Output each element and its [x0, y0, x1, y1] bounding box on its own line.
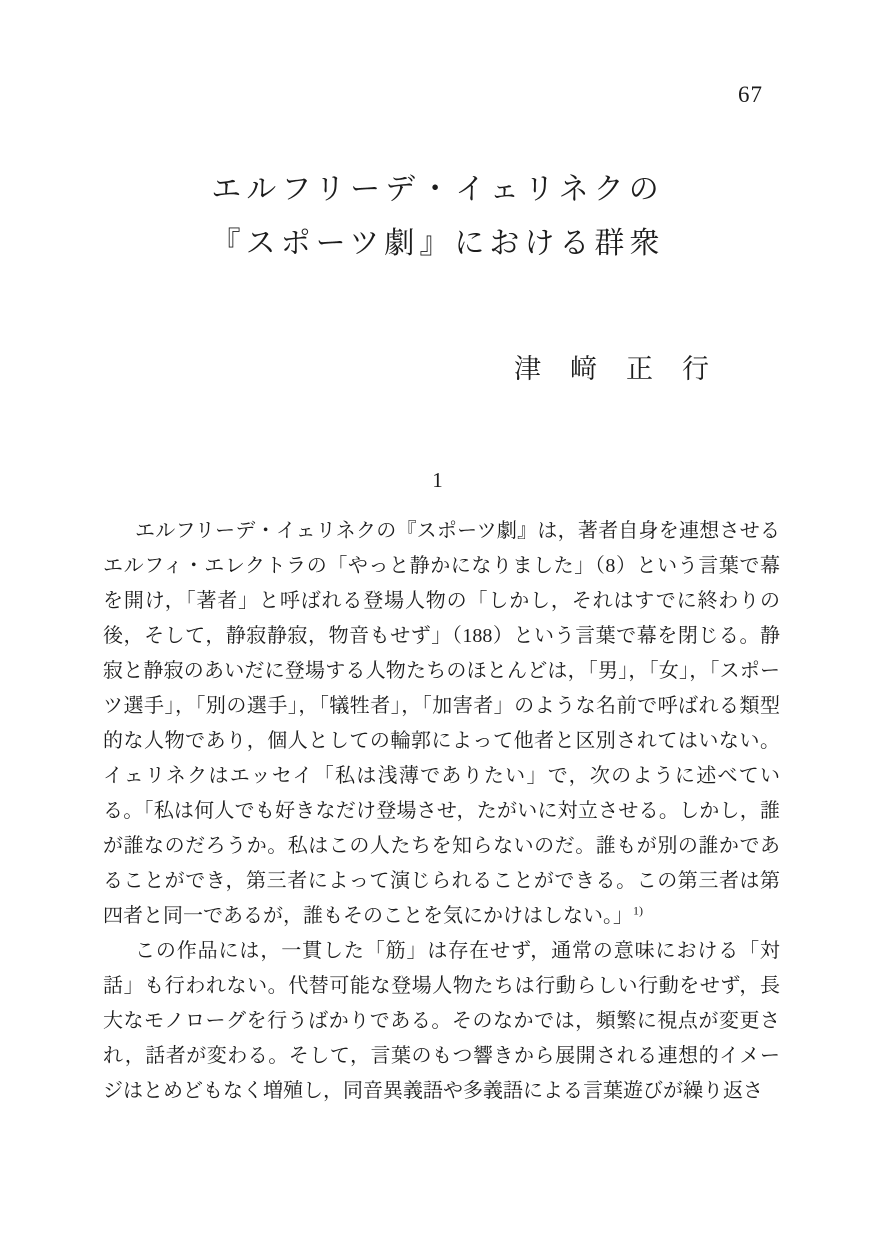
article-title-line-2: 『スポーツ劇』における群衆 — [210, 227, 665, 260]
body-paragraph-2 — [103, 934, 780, 1109]
body-paragraph-1 — [103, 514, 780, 934]
article-title — [0, 163, 875, 271]
footnote-marker-1: 1) — [633, 903, 643, 918]
body-paragraph-2-text: この作品には，一貫した「筋」は存在せず，通常の意味における「対話」も行われない。代替可能な登場人物たちは行動らしい行動をせず，長大なモノローグを行うばかりである。そのなかでは，頻繁に視点が変更され，話者が変わる。そして，言葉のもつ響きから展開される連想的イメージはとめどもなく増殖し，同音異義語や多義語による言葉遊びが繰り返さ — [103, 940, 780, 1102]
body-paragraph-1-text: エルフリーデ・イェリネクの『スポーツ劇』は，著者自身を連想させるエルフィ・エレクトラの「やっと静かになりました」（8）という言葉で幕を開け，「著者」と呼ばれる登場人物の「しかし，それはすでに終わりの後，そして，静寂静寂，物音もせず」（188）という言葉で幕を閉じる。静寂と静寂のあいだに登場する人物たちのほとんどは，「男」，「女」，「スポーツ選手」，「別の選手」，「犠牲者」，「加害者」のような名前で呼ばれる類型的な人物であり，個人としての輪郭によって他者と区別されてはいない。イェリネクはエッセイ「私は浅薄でありたい」で，次のように述べている。「私は何人でも好きなだけ登場させ，たがいに対立させる。しかし，誰が誰なのだろうか。私はこの人たちを知らないのだ。誰もが別の誰かであることができ，第三者によって演じられることができる。この第三者は第四者と同一であるが，誰もそのことを気にかけはしない。」 — [103, 520, 780, 927]
article-body — [103, 514, 780, 1109]
section-number: 1 — [432, 468, 443, 492]
article-title-line-1: エルフリーデ・イェリネクの — [211, 173, 664, 206]
author-name: 津 﨑 正 行 — [514, 354, 710, 384]
page-number: 67 — [738, 82, 763, 107]
